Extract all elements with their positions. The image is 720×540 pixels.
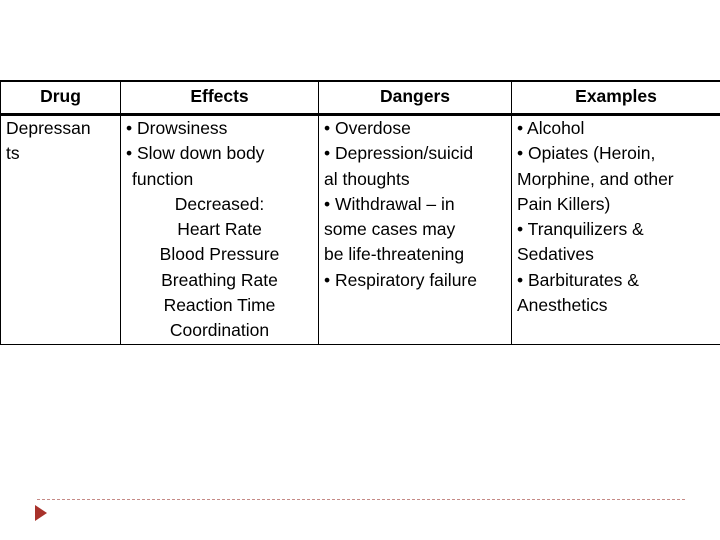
dangers-line: • Depression/suicid [324,143,474,164]
examples-line: Sedatives [517,244,594,265]
examples-line: • Opiates (Heroin, [517,143,656,164]
drug-table [0,80,720,345]
examples-cell [512,115,720,345]
drug-cell [1,115,121,345]
header-effects: Effects [121,81,319,115]
dangers-line: • Overdose [324,118,411,138]
header-examples: Examples [512,81,720,115]
effects-line: Breathing Rate [161,269,278,290]
effects-line: • Slow down body [126,143,265,164]
effects-line: Blood Pressure [159,244,280,265]
effects-line: Reaction Time [163,295,276,316]
examples-line: Anesthetics [517,295,608,316]
dangers-line: some cases may [324,219,456,240]
table-header-row [1,81,720,115]
dangers-line: • Withdrawal – in [324,193,455,214]
examples-line: • Tranquilizers & [517,219,644,240]
table-row [1,115,720,345]
drug-line: Depressan [6,118,91,138]
examples-line: Pain Killers) [517,193,611,214]
examples-line: Morphine, and other [517,168,674,189]
triangle-right-icon [35,505,47,521]
examples-line: • Barbiturates & [517,269,639,290]
examples-line: • Alcohol [517,118,585,138]
dangers-line: al thoughts [324,168,410,189]
dangers-line: be life-threatening [324,244,465,265]
dangers-line: • Respiratory failure [324,269,477,290]
dangers-cell [319,115,512,345]
effects-line: Coordination [169,320,270,341]
effects-line: Heart Rate [177,219,262,240]
header-drug: Drug [1,81,121,115]
drug-line: ts [6,143,20,164]
effects-line: Decreased: [174,193,265,214]
footer-divider [37,499,685,500]
effects-line: • Drowsiness [126,118,228,138]
effects-cell [121,115,319,345]
header-dangers: Dangers [319,81,512,115]
effects-line: function [132,168,194,189]
